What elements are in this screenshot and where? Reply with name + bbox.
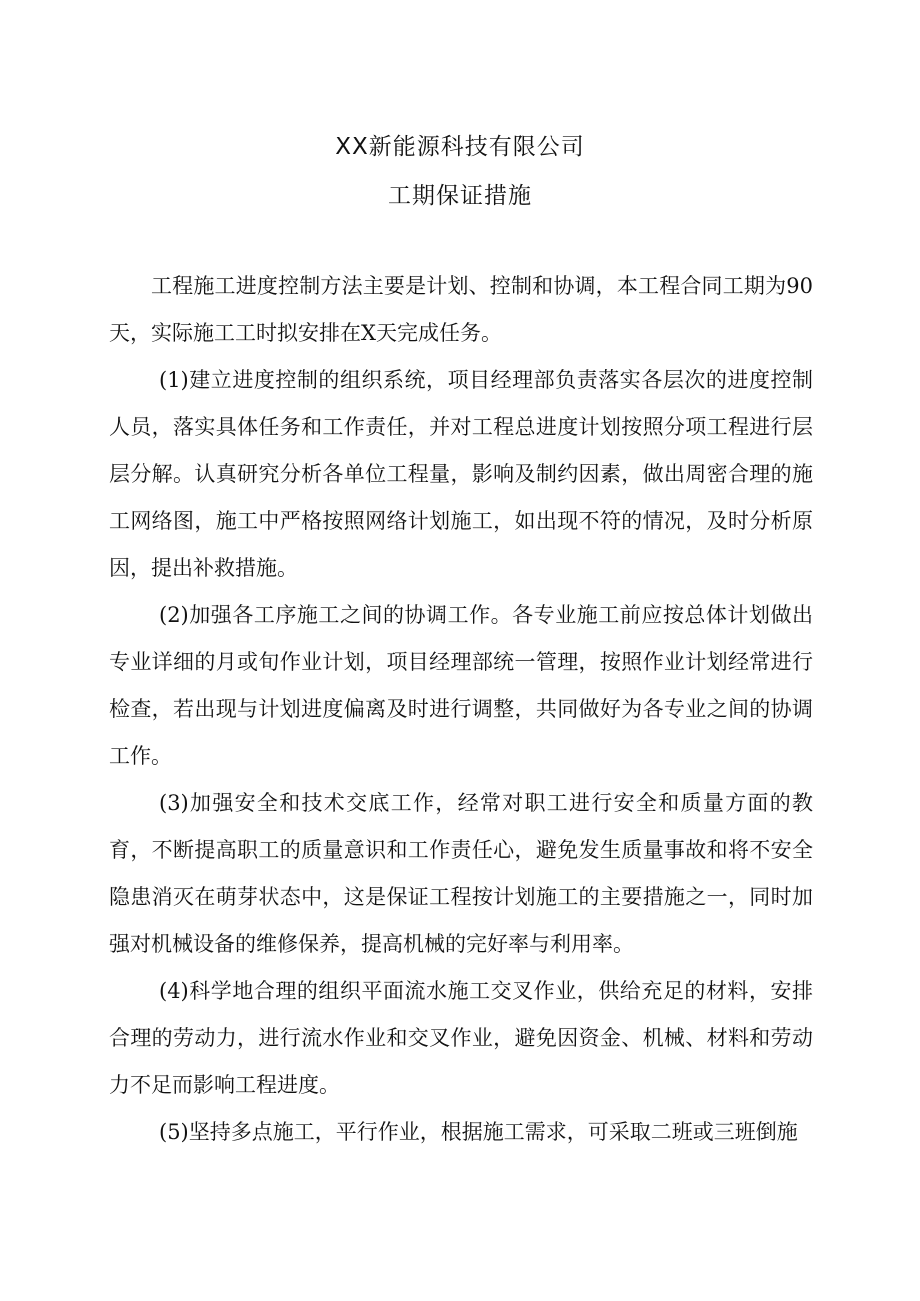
section-title: 工期保证措施 — [388, 183, 532, 209]
measure-paragraph-3: (3)加强安全和技术交底工作，经常对职工进行安全和质量方面的教育，不断提高职工的质量意识和工作责任心，避免发生质量事故和将不安全隐患消灭在萌芽状态中，这是保证工程按计划施工的主要措施之一，同时加强对机械设备的维修保养，提高机械的完好率与利用率。 — [109, 791, 813, 956]
measure-paragraph-2: (2)加强各工序施工之间的协调工作。各专业施工前应按总体计划做出专业详细的月或旬作业计划，项目经理部统一管理，按照作业计划经常进行检查，若出现与计划进度偏离及时进行调整，共同做好为各专业之间的协调工作。 — [109, 603, 813, 768]
measure-paragraph-4: (4)科学地合理的组织平面流水施工交叉作业，供给充足的材料，安排合理的劳动力，进行流水作业和交叉作业，避免因资金、机械、材料和劳动力不足而影响工程进度。 — [109, 979, 813, 1097]
measure-paragraph-1: (1)建立进度控制的组织系统，项目经理部负责落实各层次的进度控制人员，落实具体任务和工作责任，并对工程总进度计划按照分项工程进行层层分解。认真研究分析各单位工程量，影响及制约因素，做出周密合理的施工网络图，施工中严格按照网络计划施工，如出现不符的情况，及时分析原因，提出补救措施。 — [109, 368, 813, 580]
document-body — [109, 263, 813, 1156]
company-title: XX新能源科技有限公司 — [335, 134, 585, 160]
measure-paragraph-5: (5)坚持多点施工，平行作业，根据施工需求，可采取二班或三班倒施 — [159, 1120, 798, 1144]
intro-paragraph: 工程施工进度控制方法主要是计划、控制和协调，本工程合同工期为90天，实际施工工时拟安排在X天完成任务。 — [109, 274, 813, 345]
